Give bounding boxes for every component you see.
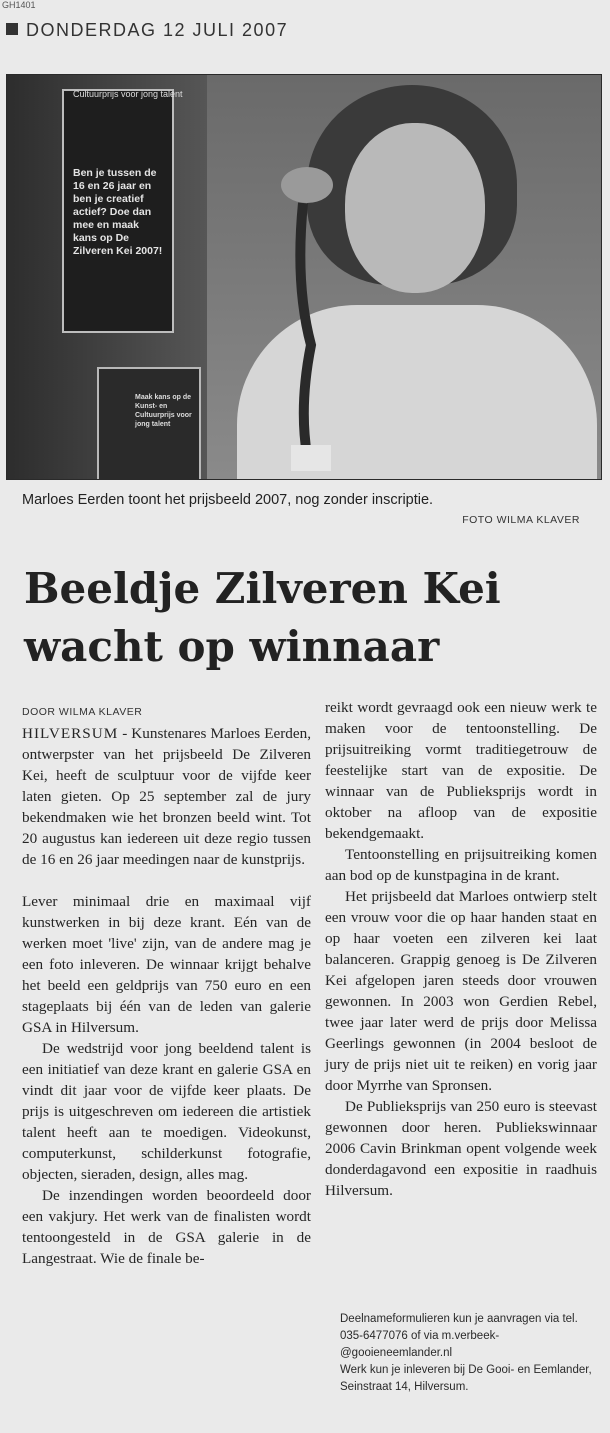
byline: DOOR WILMA KLAVER (22, 706, 143, 718)
poster-top-text: Cultuurprijs voor jong talent (73, 89, 183, 99)
paragraph-4: De inzendingen worden beoordeeld door een vakjury. Het werk van de finalisten wordt tentoongesteld in de GSA galerie in de Langestraat. Wie de finale be- (22, 1187, 311, 1267)
poster-lower-text: Maak kans op de Kunst- en Cultuurprijs voor jong talent (135, 394, 192, 428)
paragraph-1 (22, 723, 311, 870)
headline (24, 560, 604, 676)
headline-line-1: Beeldje Zilveren Kei (24, 564, 501, 613)
paragraph-8: De Publieksprijs van 250 euro is steevast gewonnen door heren. Publiekswinnaar 2006 Cavin Brinkman opent volgende week donderdagavond een expositie in raadhuis Hilversum. (325, 1098, 597, 1199)
paragraph-2: Lever minimaal drie en maximaal vijf kunstwerken in bij deze krant. Eén van de werken moet 'live' zijn, van de andere mag je een foto inleveren. De winnaar krijgt behalve het beeld een geldprijs van 750 euro en een stageplaats bij één van de leden van galerie GSA in Hilversum. (22, 893, 311, 1036)
paragraph-6: Tentoonstelling en prijsuitreiking komen aan bod op de kunstpagina in de krant. (325, 846, 597, 884)
info-line-1: Deelnameformulieren kun je aanvragen via tel. 035-6477076 of via m.verbeek-@gooieneemlander.nl (340, 1313, 578, 1359)
article-column-2 (325, 697, 597, 1201)
info-line-2: Werk kun je inleveren bij De Gooi- en Eemlander, Seinstraat 14, Hilversum. (340, 1364, 592, 1393)
article-photo (6, 74, 602, 480)
photo-credit: FOTO WILMA KLAVER (462, 514, 580, 526)
photo-caption: Marloes Eerden toont het prijsbeeld 2007, nog zonder inscriptie. (22, 492, 434, 508)
headline-line-2: wacht op winnaar (24, 622, 440, 671)
date-line (6, 20, 288, 41)
paragraph-3: De wedstrijd voor jong beeldend talent is een initiatief van deze krant en galerie GSA en vindt dit jaar voor de vijfde keer plaats. De prijs is uitgeschreven om iedereen die artistiek talent heeft aan te moedigen. Videokunst, computerkunst, schilderkunst fotografie, objecten, sieraden, design, alles mag. (22, 1040, 311, 1183)
poster-text: Ben je tussen de 16 en 26 jaar en ben je creatief actief? Doe dan mee en maak kans op De Zilveren Kei 2007! (73, 167, 163, 257)
woman-face (345, 123, 485, 293)
date-text: DONDERDAG 12 JULI 2007 (26, 20, 289, 40)
paragraph-7: Het prijsbeeld dat Marloes ontwierp stelt een vrouw voor die op haar handen staat en op haar voeten een zilveren kei laat balanceren. Grappig genoeg is De Zilveren Kei afgelopen jaren steeds door vrouwen gewonnen. In 2003 won Gerdien Rebel, twee jaar later werd de prijs door Melissa Geerlings gewonnen (in 2004 besloot de jury de prijs niet uit te reiken) en vorig jaar door Myrrhe van Spronsen. (325, 888, 597, 1094)
article-column-1 (22, 723, 311, 1269)
dateline-city: HILVERSUM (22, 725, 119, 742)
statue-icon (277, 165, 337, 475)
paragraph-1-text: - Kunstenares Marloes Eerden, ontwerpster van het prijsbeeld De Zilveren Kei, heeft de sculptuur voor de vijfde keer laten gieten. Op 25 september zal de jury bekendmaken wie het bronzen beeld wint. Tot 20 augustus kan iedereen uit deze regio tussen de 16 en 26 jaar meedingen naar de kunstprijs. (22, 725, 311, 868)
paragraph-5: reikt wordt gevraagd ook een nieuw werk te maken voor de tentoonstelling. De prijsuitreiking vormt traditiegetrouw de feestelijke start van de expositie. De winnaar van de Publieksprijs wordt in oktober na afloop van de expositie bekendgemaakt. (325, 699, 597, 842)
info-box (340, 1311, 602, 1396)
square-bullet-icon (6, 23, 18, 35)
clipping-tag: GH1401 (2, 0, 36, 10)
